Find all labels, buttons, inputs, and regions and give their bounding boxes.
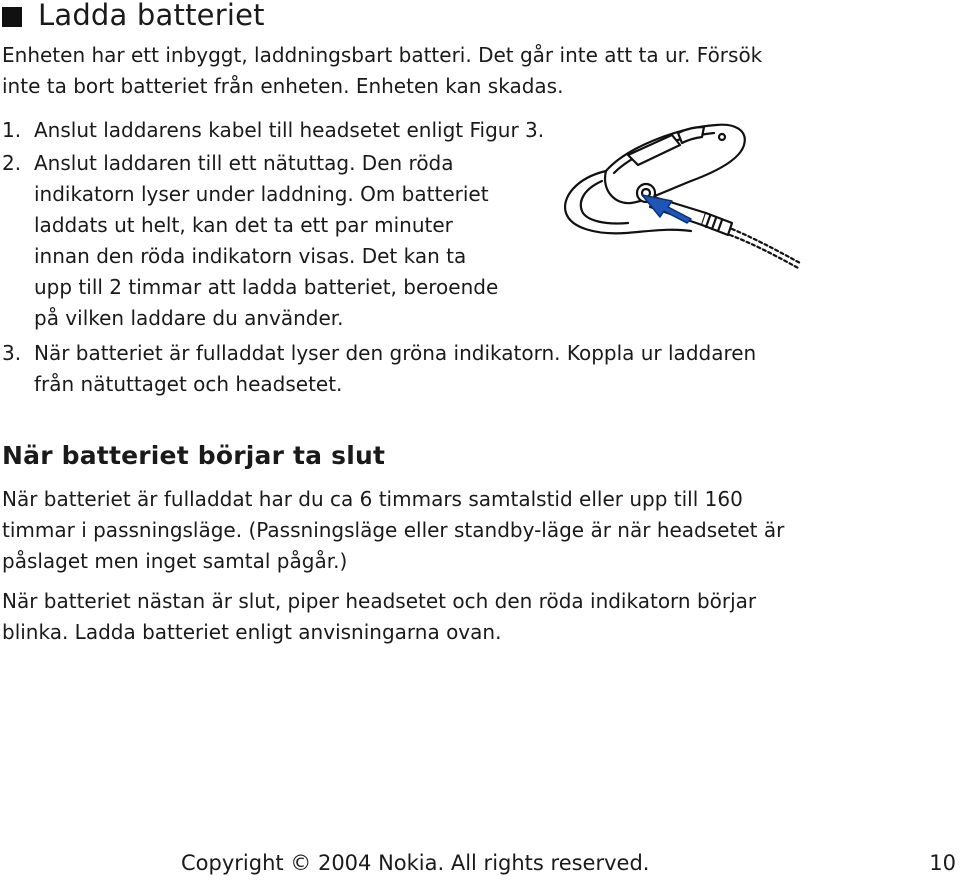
intro-paragraph: Enheten har ett inbyggt, laddningsbart batteri. Det går inte att ta ur. Försök inte ta bort batteriet från enheten. Enheten kan skadas.	[2, 43, 763, 98]
headset-charger-illustration	[556, 113, 806, 283]
step-item	[2, 338, 802, 400]
section-heading	[2, 0, 265, 32]
section-title: Ladda batteriet	[38, 0, 265, 32]
paragraph: När batteriet nästan är slut, piper headsetet och den röda indikatorn börjar blinka. Ladda batteriet enligt anvisningarna ovan.	[2, 589, 757, 644]
paragraph: När batteriet är fulladdat har du ca 6 timmars samtalstid eller upp till 160 timmar i passningsläge. (Passningsläge eller standby-läge är när headsetet är påslaget men inget samtal pågår.)	[2, 487, 785, 573]
square-bullet-icon	[2, 7, 22, 27]
footer-copyright: Copyright © 2004 Nokia. All rights reserved.	[181, 851, 650, 875]
step-text: Anslut laddaren till ett nätuttag. Den röda indikatorn lyser under laddning. Om batteriet laddats ut helt, kan det ta ett par minuter innan den röda indikatorn visas. Det kan ta upp till 2 timmar att ladda batteriet, beroende på vilken laddare du använder.	[34, 151, 499, 330]
step-text: När batteriet är fulladdat lyser den gröna indikatorn. Koppla ur laddaren från nätuttaget och headsetet.	[34, 341, 757, 396]
step-number: 3.	[2, 341, 22, 365]
step-text: Anslut laddarens kabel till headsetet enligt Figur 3.	[34, 118, 545, 142]
step-number: 2.	[2, 151, 22, 175]
page-number: 10	[929, 851, 956, 875]
step-number: 1.	[2, 118, 22, 142]
subsection-heading: När batteriet börjar ta slut	[2, 441, 386, 470]
